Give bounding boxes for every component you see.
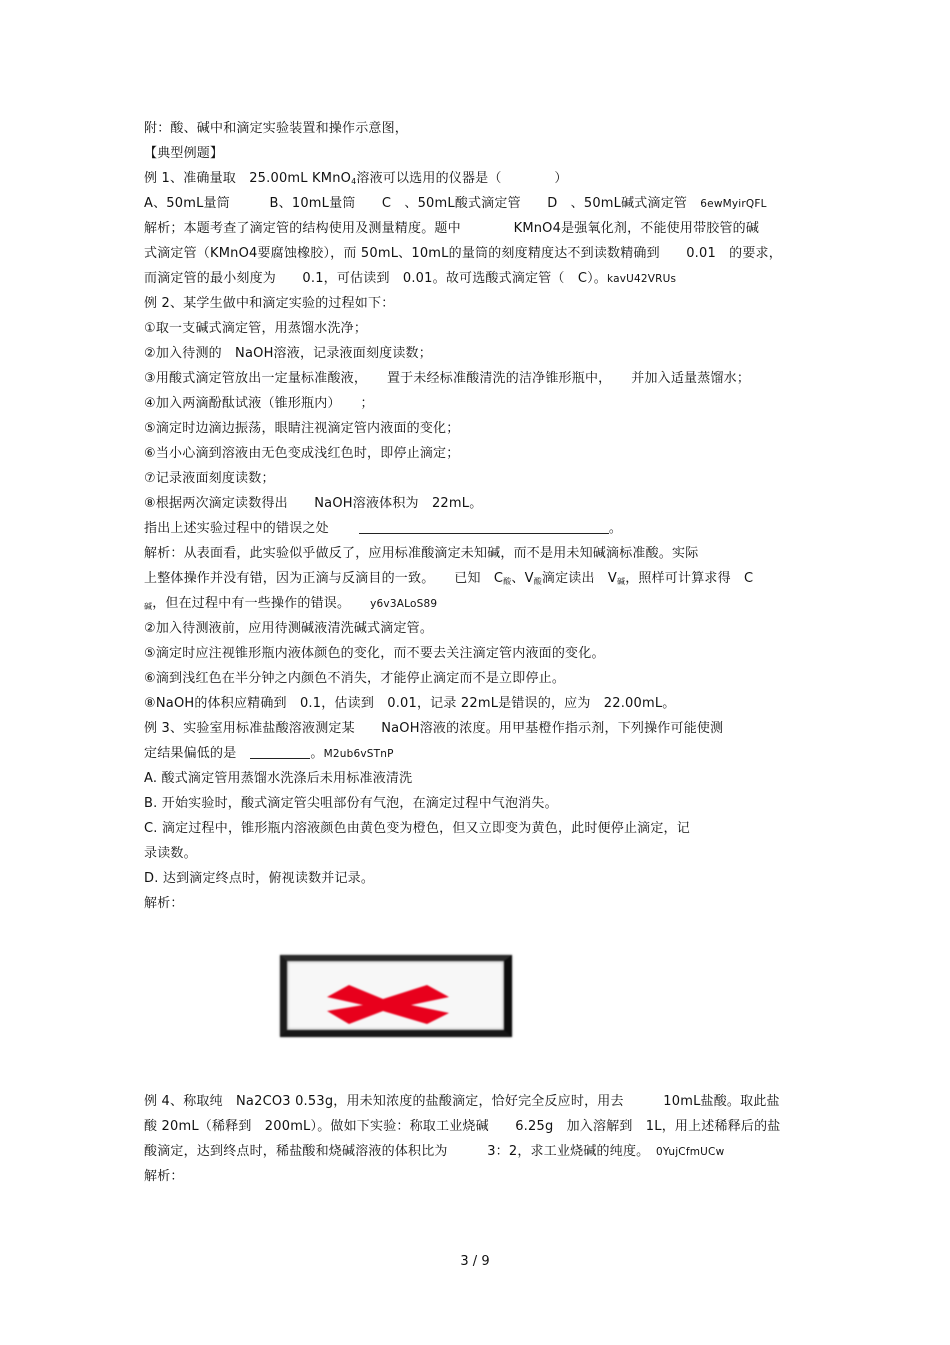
- watermark-code: kavU42VRUs: [607, 273, 677, 285]
- example-2-correction: ⑧NaOH的体积应精确到 0.1，估读到 0.01，记录 22mL是错误的，应为 22.00mL。: [144, 696, 676, 711]
- answer-blank[interactable]: [359, 533, 609, 534]
- example-2-analysis: $_碱$，但在过程中有一些操作的错误。 y6v3ALoS89: [144, 596, 438, 611]
- example-4-question: 酸 20mL（稀释到 200mL）。做如下实验：称取工业烧碱 6.25g 加入溶解到 1L，用上述稀释后的盐: [144, 1119, 781, 1134]
- example-3-option: B. 开始实验时，酸式滴定管尖咀部份有气泡，在滴定过程中气泡消失。: [144, 796, 558, 811]
- example-4-question: 例 4、称取纯 Na2CO3 0.53g，用未知浓度的盐酸滴定，恰好完全反应时，用去 10mL盐酸。取此盐: [144, 1094, 780, 1109]
- example-2-analysis: 上整体操作并没有错，因为正滴与反滴目的一致。 已知 $C_酸$、$V_酸$滴定读出 $V_碱$，照样可计算求得 C: [144, 571, 754, 586]
- example-1-options: A、50mL量筒 B、10mL量筒 C 、50mL酸式滴定管 D 、50mL碱式滴定管 6ewMyirQFL: [144, 196, 767, 211]
- example-2-step: ⑥当小心滴到溶液由无色变成浅红色时，即停止滴定；: [144, 446, 460, 461]
- answer-blank[interactable]: [250, 758, 310, 759]
- example-2-correction: ⑥滴到浅红色在半分钟之内颜色不消失，才能停止滴定而不是立即停止。: [144, 671, 566, 686]
- example-2-title: 例 2、某学生做中和滴定实验的过程如下：: [144, 296, 395, 311]
- intro-line: 附：酸、碱中和滴定实验装置和操作示意图，: [144, 121, 409, 136]
- example-2-step: ③用酸式滴定管放出一定量标准酸液， 置于未经标准酸清洗的洁净锥形瓶中， 并加入适量蒸馏水；: [144, 371, 751, 386]
- example-3-option: D. 达到滴定终点时，俯视读数并记录。: [144, 871, 375, 886]
- example-4-analysis: 解析：: [144, 1169, 184, 1184]
- watermark-code: y6v3ALoS89: [370, 598, 438, 610]
- example-2-analysis: 解析：从表面看，此实验似乎做反了，应用标准酸滴定未知碱，而不是用未知碱滴标准酸。实际: [144, 546, 699, 561]
- example-2-step: ⑧根据两次滴定读数得出 NaOH溶液体积为 22mL。: [144, 496, 483, 511]
- example-3-option: 录读数。: [144, 846, 197, 861]
- example-3-analysis: 解析：: [144, 896, 184, 911]
- example-3-question: 例 3、实验室用标准盐酸溶液测定某 NaOH溶液的浓度。用甲基橙作指示剂，下列操作可能使测: [144, 721, 724, 736]
- broken-image-icon: [287, 961, 504, 1030]
- page-number: 3 / 9: [460, 1254, 490, 1269]
- example-3-option: A. 酸式滴定管用蒸馏水洗涤后未用标准液清洗: [144, 771, 413, 786]
- example-2-prompt: 指出上述实验过程中的错误之处 。: [144, 521, 623, 536]
- example-2-step: ①取一支碱式滴定管，用蒸馏水洗净；: [144, 321, 368, 336]
- section-heading: 【典型例题】: [144, 146, 224, 161]
- watermark-code: M2ub6vSTnP: [323, 748, 394, 760]
- example-4-question: 酸滴定，达到终点时，稀盐酸和烧碱溶液的体积比为 3：2，求工业烧碱的纯度。 0YujCfmUCw: [144, 1144, 725, 1159]
- example-2-correction: ②加入待测液前，应用待测碱液清洗碱式滴定管。: [144, 621, 434, 636]
- watermark-code: 6ewMyirQFL: [700, 198, 767, 210]
- example-2-correction: ⑤滴定时应注视锥形瓶内液体颜色的变化，而不要去关注滴定管内液面的变化。: [144, 646, 605, 661]
- example-2-step: ④加入两滴酚酞试液（锥形瓶内） ；: [144, 396, 374, 411]
- broken-image-placeholder: [280, 955, 512, 1037]
- example-3-option: C. 滴定过程中，锥形瓶内溶液颜色由黄色变为橙色，但又立即变为黄色，此时便停止滴定，记: [144, 821, 690, 836]
- example-3-question: 定结果偏低的是 。M2ub6vSTnP: [144, 746, 394, 761]
- example-2-step: ⑦记录液面刻度读数；: [144, 471, 275, 486]
- example-2-step: ⑤滴定时边滴边振荡，眼睛注视滴定管内液面的变化；: [144, 421, 460, 436]
- example-1-question: 例 1、准确量取 25.00mL KMnO$_4$溶液可以选用的仪器是（ ）: [144, 171, 568, 186]
- example-2-step: ②加入待测的 NaOH溶液，记录液面刻度读数；: [144, 346, 432, 361]
- example-1-analysis: 而滴定管的最小刻度为 0.1，可估读到 0.01。故可选酸式滴定管（ C）。kavU42VRUs: [144, 271, 677, 286]
- example-1-analysis: 式滴定管（KMnO4要腐蚀橡胶），而 50mL、10mL的量筒的刻度精度达不到读数精确到 0.01 的要求，: [144, 246, 782, 261]
- example-1-analysis: 解析；本题考查了滴定管的结构使用及测量精度。题中 KMnO4是强氧化剂，不能使用带胶管的碱: [144, 221, 760, 236]
- watermark-code: 0YujCfmUCw: [656, 1146, 725, 1158]
